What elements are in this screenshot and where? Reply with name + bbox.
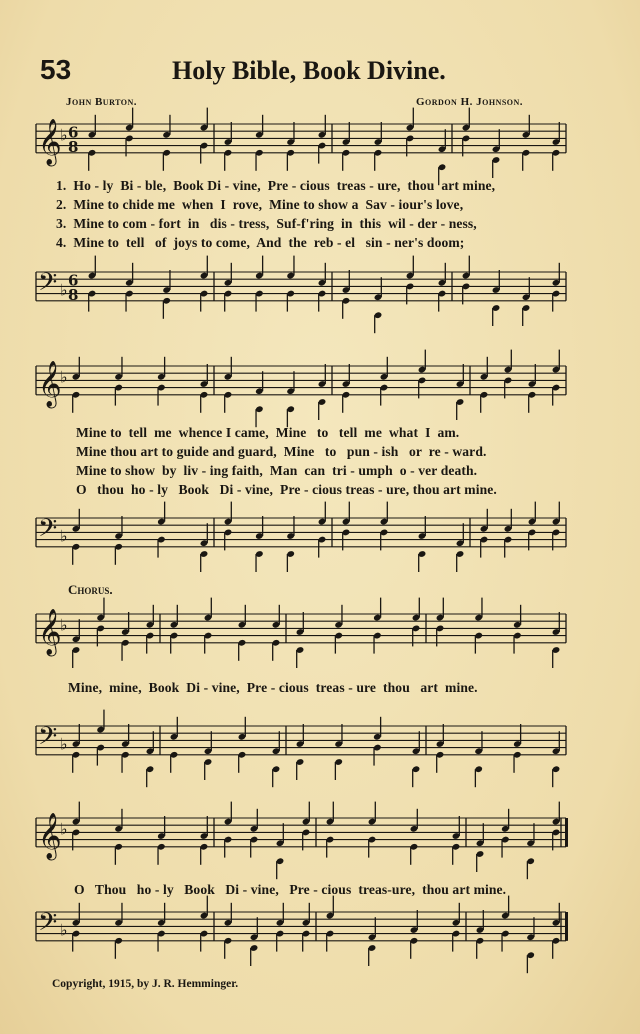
treble-clef-icon: 𝄞 bbox=[38, 118, 62, 165]
system-4-bass-staff bbox=[0, 900, 640, 960]
time-signature-bottom: 8 bbox=[68, 285, 79, 304]
author-credit: John Burton. bbox=[66, 96, 138, 108]
verse-1-line-2: Mine to tell me whence I came, Mine to tell me what I am. bbox=[76, 425, 460, 440]
system-3-bass-staff bbox=[0, 714, 640, 774]
time-signature-top: 6 bbox=[68, 271, 79, 290]
copyright-notice: Copyright, 1915, by J. R. Hemminger. bbox=[52, 978, 239, 990]
system-4-treble-staff bbox=[0, 806, 640, 866]
key-flat-icon: ♭ bbox=[60, 367, 68, 387]
final-bar-thick bbox=[565, 912, 568, 941]
treble-clef-icon: 𝄞 bbox=[38, 608, 62, 655]
verse-2-line-2: Mine thou art to guide and guard, Mine to pun - ish or re - ward. bbox=[76, 444, 487, 459]
verse-3-line-2: Mine to show by liv - ing faith, Man can tri - umph o - ver death. bbox=[76, 463, 478, 478]
system-2-bass-staff bbox=[0, 506, 640, 566]
system-2-treble-staff bbox=[0, 354, 640, 414]
time-signature-top: 6 bbox=[68, 123, 79, 142]
chorus-label: Chorus. bbox=[68, 582, 113, 597]
hymn-title: Holy Bible, Book Divine. bbox=[172, 56, 446, 85]
key-flat-icon: ♭ bbox=[60, 280, 68, 300]
chorus-line-2: O Thou ho - ly Book Di - vine, Pre - cious treas-ure, thou art mine. bbox=[74, 882, 507, 897]
key-flat-icon: ♭ bbox=[60, 920, 68, 940]
key-flat-icon: ♭ bbox=[60, 819, 68, 839]
treble-clef-icon: 𝄞 bbox=[38, 812, 62, 859]
system-1-bass-staff bbox=[0, 260, 640, 320]
key-flat-icon: ♭ bbox=[60, 615, 68, 635]
verse-2-line-1: 2. Mine to chide me when I rove, Mine to show a Sav - iour's love, bbox=[56, 197, 464, 212]
key-flat-icon: ♭ bbox=[60, 526, 68, 546]
treble-clef-icon: 𝄞 bbox=[38, 360, 62, 407]
verse-4-line-2: O thou ho - ly Book Di - vine, Pre - cious treas - ure, thou art mine. bbox=[76, 482, 497, 497]
chorus-line-1: Mine, mine, Book Di - vine, Pre - cious treas - ure thou art mine. bbox=[68, 680, 478, 695]
bass-clef-icon: 𝄢 bbox=[38, 908, 58, 944]
verse-3-line-1: 3. Mine to com - fort in dis - tress, Suf-f'ring in this wil - der - ness, bbox=[56, 216, 477, 231]
final-bar-thick bbox=[565, 818, 568, 847]
bass-clef-icon: 𝄢 bbox=[38, 722, 58, 758]
verse-4-line-1: 4. Mine to tell of joys to come, And the reb - el sin - ner's doom; bbox=[56, 235, 465, 250]
verse-1-line-1: 1. Ho - ly Bi - ble, Book Di - vine, Pre - cious treas - ure, thou art mine, bbox=[56, 178, 496, 193]
composer-credit: Gordon H. Johnson. bbox=[416, 96, 524, 108]
system-3-treble-staff bbox=[0, 602, 640, 662]
bass-clef-icon: 𝄢 bbox=[38, 268, 58, 304]
key-flat-icon: ♭ bbox=[60, 125, 68, 145]
time-signature-bottom: 8 bbox=[68, 137, 79, 156]
key-flat-icon: ♭ bbox=[60, 734, 68, 754]
bass-clef-icon: 𝄢 bbox=[38, 514, 58, 550]
hymn-number: 53 bbox=[40, 54, 72, 85]
system-1-treble-staff bbox=[0, 112, 640, 172]
